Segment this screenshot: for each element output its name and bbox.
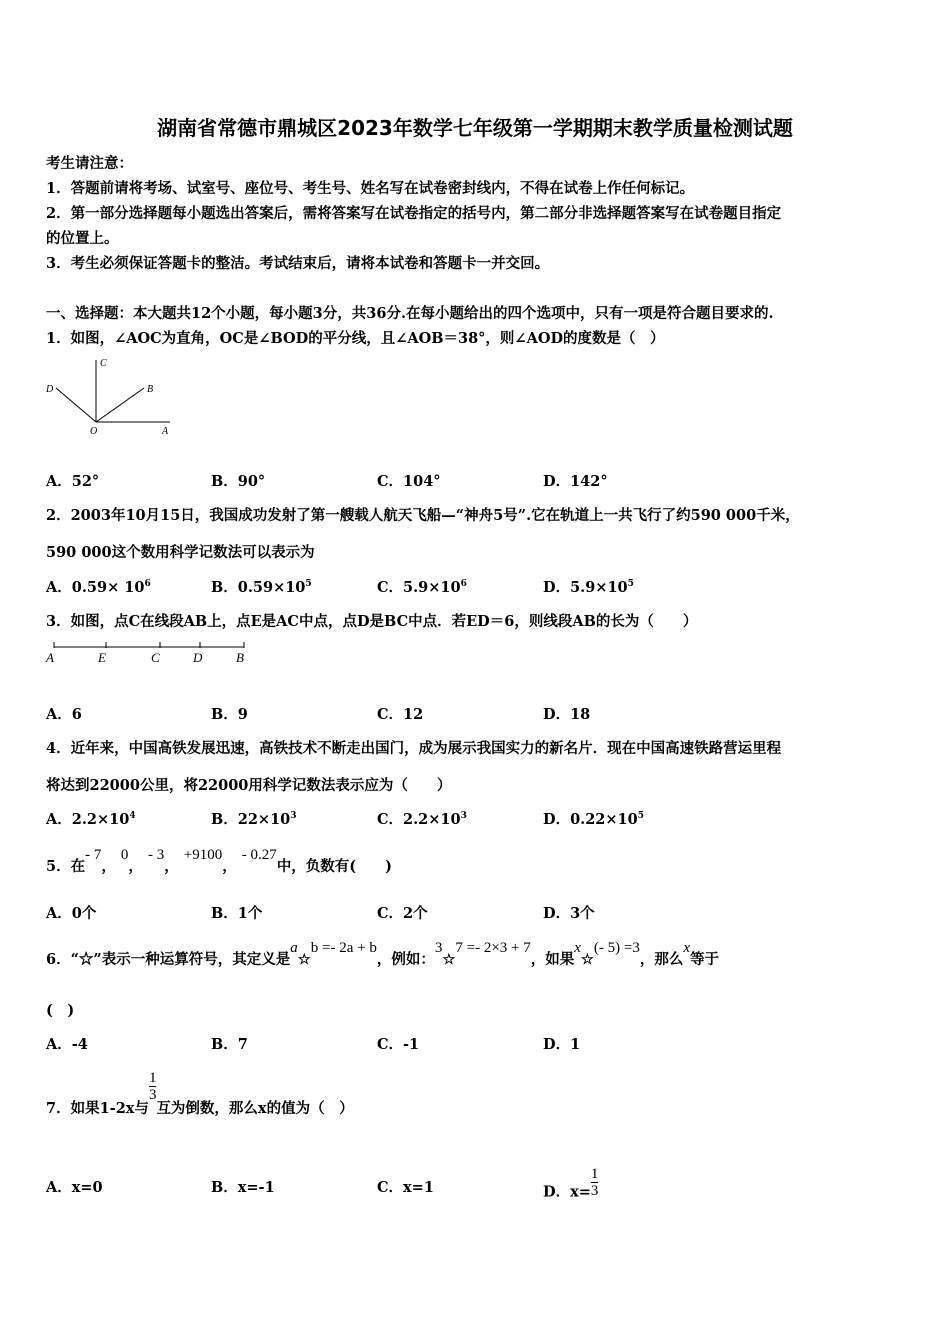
q2-options	[46, 576, 906, 598]
q7-option-d[interactable]: D．x= $\frac{1}{3}$	[543, 1166, 599, 1201]
star-icon: ☆	[297, 951, 311, 968]
q6-option-d[interactable]: D．1	[543, 1036, 581, 1053]
q1-option-d[interactable]: D．142°	[543, 473, 608, 490]
notice-item-2-cont: 的位置上。	[46, 230, 119, 247]
q3-option-d[interactable]: D．18	[543, 706, 591, 723]
q6-options	[46, 1033, 906, 1055]
q3-option-b[interactable]: B．9	[211, 706, 248, 723]
q3-label-b: B	[236, 650, 244, 665]
q5-options	[46, 902, 906, 924]
notice-item-1: 1．答题前请将考场、试室号、座位号、考生号、姓名写在试卷密封线内，不得在试卷上作任何标记。	[46, 180, 695, 197]
q4-option-c[interactable]: C．$2.2\times 10^3$	[377, 811, 467, 828]
q1-option-c[interactable]: C．104°	[377, 473, 441, 490]
q6-option-c[interactable]: C．-1	[377, 1036, 420, 1053]
question-3: 3．如图，点C在线段AB上，点E是AC中点，点D是BC中点．若ED＝6，则线段AB的长为（ ）	[46, 613, 698, 630]
q4-option-a[interactable]: A．$2.2\times 10^4$	[46, 811, 136, 828]
star-icon: ☆	[580, 951, 594, 968]
q2-option-c[interactable]: C．$5.9\times 10^6$	[377, 579, 467, 596]
q1-label-o: O	[90, 426, 98, 437]
q1-angle-figure	[40, 352, 180, 442]
q2-option-a[interactable]: A．$0.59\times 10^6$	[46, 579, 151, 596]
q1-options	[46, 470, 906, 492]
notice-item-3: 3．考生必须保证答题卡的整洁。考试结束后，请将本试卷和答题卡一并交回。	[46, 255, 550, 272]
notice-heading: 考生请注意：	[46, 155, 133, 172]
q1-label-b: B	[147, 384, 154, 395]
q5-option-a[interactable]: A．0个	[46, 905, 97, 922]
q1-label-c: C	[100, 358, 107, 369]
q7-option-d-fraction: $\frac{1}{3}$	[590, 1166, 599, 1199]
q3-segment-figure	[40, 636, 260, 672]
notice-item-2: 2．第一部分选择题每小题选出答案后，需将答案写在试卷指定的括号内，第二部分非选择题答案写在试卷题目指定	[46, 205, 782, 222]
q6-option-a[interactable]: A．-4	[46, 1036, 88, 1053]
q1-label-a: A	[162, 426, 169, 437]
q7-fraction: $\frac{1}{3}$	[148, 1070, 157, 1103]
question-4-cont: 将达到22000公里，将22000用科学记数法表示应为（ ）	[46, 777, 452, 794]
question-7: 7．如果1-2x与 $\frac{1}{3}$ 互为倒数，那么x的值为（ ）	[46, 1070, 354, 1117]
q7-options	[46, 1166, 906, 1201]
q4-options	[46, 808, 906, 830]
question-4: 4．近年来，中国高铁发展迅速，高铁技术不断走出国门，成为展示我国实力的新名片．现在中国高速铁路营运里程	[46, 740, 782, 757]
question-2-cont: 590 000这个数用科学记数法可以表示为	[46, 544, 315, 561]
q6-option-b[interactable]: B．7	[211, 1036, 248, 1053]
q3-options	[46, 703, 906, 725]
q3-option-c[interactable]: C．12	[377, 706, 424, 723]
question-6-paren: ( )	[46, 1002, 75, 1019]
q3-label-c: C	[151, 650, 160, 665]
section-heading: 一、选择题：本大题共12个小题，每小题3分，共36分.在每小题给出的四个选项中，只有一项是符合题目要求的.	[46, 305, 774, 322]
q3-option-a[interactable]: A．6	[46, 706, 82, 723]
question-1: 1．如图，∠AOC为直角，OC是∠BOD的平分线，且∠AOB＝38°，则∠AOD的度数是（ ）	[46, 330, 665, 347]
q2-option-b[interactable]: B．$0.59\times 10^5$	[211, 579, 312, 596]
q3-label-e: E	[98, 650, 106, 665]
q5-num-1: - 7	[85, 847, 102, 863]
q5-option-c[interactable]: C．2个	[377, 905, 428, 922]
q5-num-4: +9100	[183, 847, 223, 863]
q1-option-b[interactable]: B．90°	[211, 473, 266, 490]
q7-option-c[interactable]: C．x=1	[377, 1179, 434, 1196]
q2-option-d[interactable]: D．$5.9\times 10^5$	[543, 579, 634, 596]
q3-label-a: A	[46, 650, 54, 665]
q5-option-b[interactable]: B．1个	[211, 905, 263, 922]
q1-label-d: D	[46, 384, 54, 395]
q4-option-b[interactable]: B．$22\times 10^3$	[211, 811, 297, 828]
question-5: 5．在- 7， 0， - 3， +9100， - 0.27中，负数有( )	[46, 847, 393, 875]
question-2: 2．2003年10月15日，我国成功发射了第一艘载人航天飞船—“神舟5号”.它在轨道上一共飞行了约590 000千米，	[46, 507, 800, 524]
q1-option-a[interactable]: A．52°	[46, 473, 100, 490]
q5-option-d[interactable]: D．3个	[543, 905, 595, 922]
q5-num-2: 0	[120, 847, 129, 863]
q4-option-d[interactable]: D．$0.22\times 10^5$	[543, 811, 644, 828]
q3-label-d: D	[193, 650, 203, 665]
page-title: 湖南省常德市鼎城区2023年数学七年级第一学期期末教学质量检测试题	[157, 116, 793, 140]
question-6: 6．“☆”表示一种运算符号，其定义是a☆b =- 2a + b，例如：3☆7 =- 2×3 + 7，如果x☆(- 5) =3，那么x等于	[46, 940, 720, 968]
q7-option-b[interactable]: B．x=-1	[211, 1179, 275, 1196]
q7-option-a[interactable]: A．x=0	[46, 1179, 103, 1196]
q5-num-5: - 0.27	[241, 847, 277, 863]
star-icon: ☆	[442, 951, 456, 968]
q5-num-3: - 3	[147, 847, 165, 863]
